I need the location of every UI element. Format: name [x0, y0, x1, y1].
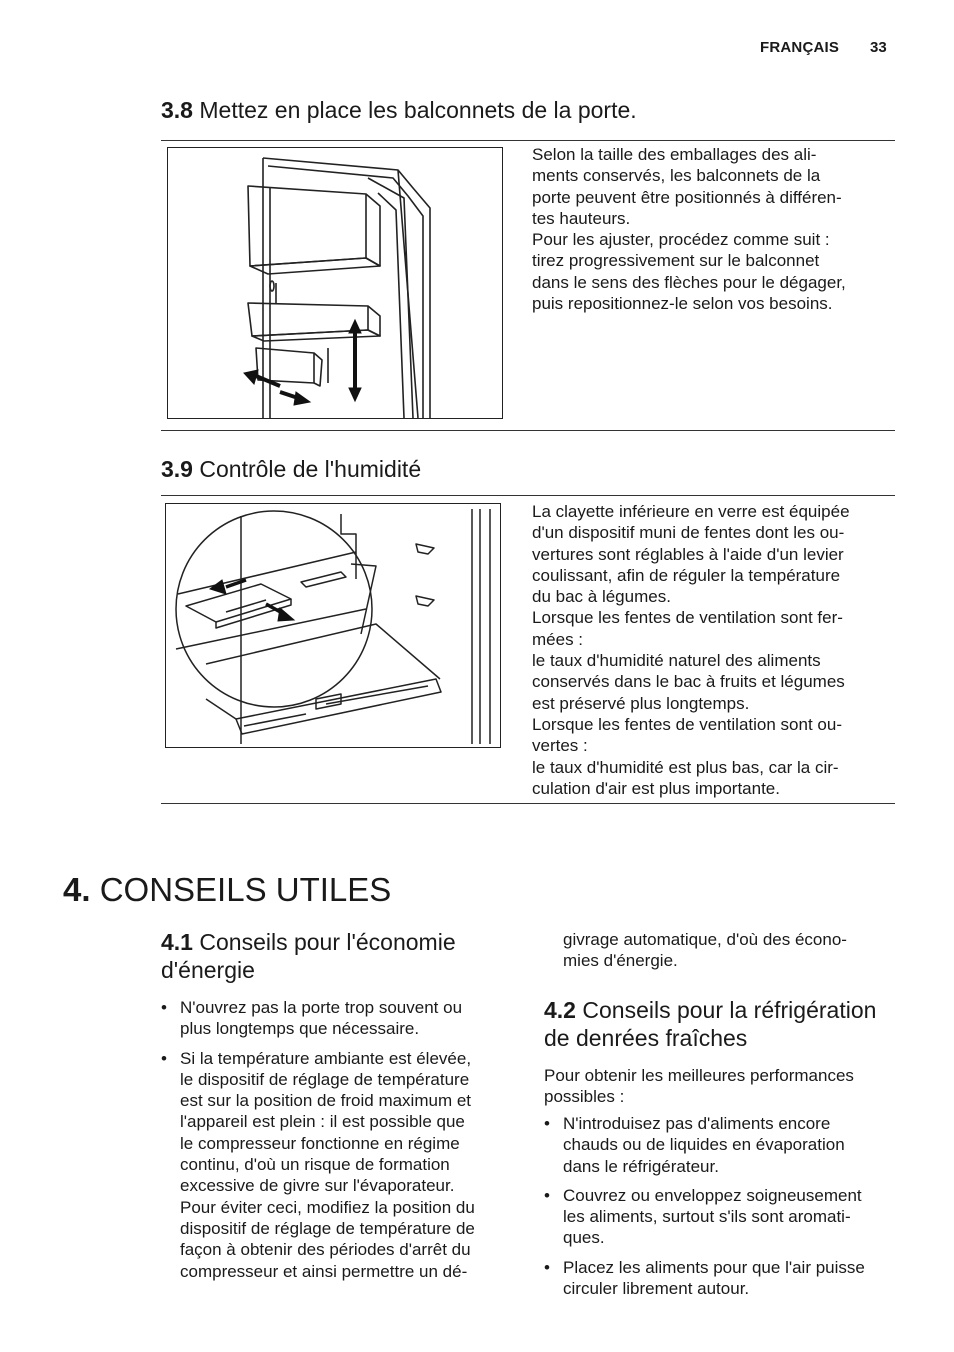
section-4-1-heading — [161, 928, 521, 984]
chapter-4-number: 4. — [63, 871, 91, 908]
header-language: FRANÇAIS — [760, 39, 840, 56]
divider — [161, 430, 895, 431]
humidity-control-drawing — [166, 504, 500, 747]
section-4-1-title: Conseils pour l'économie d'énergie — [161, 929, 456, 983]
divider — [161, 140, 895, 141]
section-3-9-title: Contrôle de l'humidité — [199, 456, 422, 482]
section-4-2-intro: Pour obtenir les meilleures performances possibles : — [544, 1066, 854, 1107]
humidity-control-illustration — [165, 503, 501, 748]
section-3-9-text: La clayette inférieure en verre est équipée d'un dispositif muni de fentes dont les ou- vertures sont réglables à l'aide d'un levier coulissant, afin de réguler la température du bac à légumes. Lorsque les fentes de ventilation sont fer- mées : le taux d'humidité naturel des aliments conservés dans le bac à fruits et légumes est préservé plus longtemps. Lorsque les fentes de ventilation sont ou- vertes : le taux d'humidité est plus bas, car la cir- culation d'air est plus importante. — [532, 502, 850, 798]
chapter-4-heading — [63, 870, 391, 910]
door-shelf-illustration — [167, 147, 503, 419]
list-item: • Couvrez ou enveloppez soigneusement les aliments, surtout s'ils sont aromati- ques. — [544, 1185, 904, 1249]
door-shelf-drawing — [168, 148, 502, 418]
chapter-4-title: CONSEILS UTILES — [99, 871, 392, 908]
section-4-2-list — [544, 1113, 904, 1307]
section-3-8-text: Selon la taille des emballages des ali- ments conservés, les balconnets de la porte peuvent être positionnés à différen- tes hauteurs. Pour les ajuster, procédez comme suit : tirez progressivement sur le balconnet dans le sens des flèches pour le dégager, puis repositionnez-le selon vos besoins. — [532, 145, 846, 314]
section-4-1-list — [161, 997, 521, 1290]
section-4-1-continuation: givrage automatique, d'où des écono- mies d'énergie. — [563, 930, 847, 971]
section-4-2-number: 4.2 — [544, 997, 576, 1023]
divider — [161, 495, 895, 496]
section-4-2-title: Conseils pour la réfrigération de denrées fraîches — [544, 997, 877, 1051]
section-3-8-number: 3.8 — [161, 97, 193, 123]
list-item: • N'introduisez pas d'aliments encore chauds ou de liquides en évaporation dans le réfrigérateur. — [544, 1113, 904, 1177]
section-3-8-title: Mettez en place les balconnets de la porte. — [199, 97, 637, 123]
list-item: • Placez les aliments pour que l'air puisse circuler librement autour. — [544, 1257, 904, 1300]
divider — [161, 803, 895, 804]
section-3-9-number: 3.9 — [161, 456, 193, 482]
page-number: 33 — [870, 39, 887, 56]
list-item: • Si la température ambiante est élevée, le dispositif de réglage de température est sur la position de froid maximum et l'appareil est plein : il est possible que le compresseur fonctionne en régime continu, d'où un risque de formation excessive de givre sur l'évaporateur. Pour éviter ceci, modifiez la position du dispositif de réglage de température de façon à obtenir des périodes d'arrêt du compresseur et ainsi permettre un dé- — [161, 1048, 521, 1282]
section-4-1-number: 4.1 — [161, 929, 193, 955]
section-4-2-heading — [544, 996, 904, 1052]
section-3-9-heading — [161, 455, 421, 483]
list-item: • N'ouvrez pas la porte trop souvent ou plus longtemps que nécessaire. — [161, 997, 521, 1040]
section-3-8-heading — [161, 96, 637, 124]
